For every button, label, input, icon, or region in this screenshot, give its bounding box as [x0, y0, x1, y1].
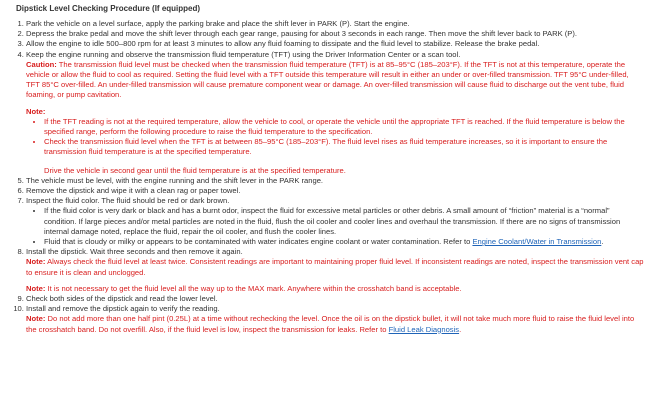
note-drive-instruction: Drive the vehicle in second gear until the fluid temperature is at the specified temperature.	[44, 165, 346, 175]
step-2	[26, 29, 644, 39]
step-10-note-text: Do not add more than one half pint (0.25L) at a time without rechecking the level. Once the oil is on the dipstick bullet, it will not take much more fluid to raise the fluid level into the crosshatch band. Do not overfill. Also, if the fluid level is low, inspect the transmission for leaks. Refer to	[26, 314, 635, 334]
step-10-note-end: .	[459, 324, 462, 334]
step-8-note-1	[26, 257, 644, 277]
fluid-leak-diagnosis-link[interactable]: Fluid Leak Diagnosis	[388, 324, 460, 334]
engine-coolant-water-link[interactable]: Engine Coolant/Water in Transmission	[472, 237, 602, 247]
step-7-bullet-1	[44, 206, 644, 237]
step-5-text: The vehicle must be level, with the engine running and the shift lever in the PARK range.	[26, 175, 324, 185]
step-8-note-1-text: Always check the fluid level at least twice. Consistent readings are important to maintaining proper fluid level. If inconsistent readings are noted, inspect the transmission vent cap to ensure it is clean and unclogged.	[26, 257, 644, 277]
step-1-text: Park the vehicle on a level surface, apply the parking brake and place the shift lever in PARK (P). Start the engine.	[26, 19, 410, 28]
note-bullet-1	[44, 117, 644, 137]
step-8-text: Install the dipstick. Wait three seconds and then remove it again.	[26, 247, 243, 257]
step-5	[26, 176, 644, 186]
caution-label: Caution:	[26, 59, 57, 69]
step-8-note-2	[26, 284, 644, 294]
note-block	[26, 107, 644, 176]
step-6-text: Remove the dipstick and wipe it with a clean rag or paper towel.	[26, 186, 241, 196]
step-9-text: Check both sides of the dipstick and read the lower level.	[26, 294, 218, 304]
step-10-note	[26, 314, 644, 334]
step-8-note-2-text: It is not necessary to get the fluid level all the way up to the MAX mark. Anywhere within the crosshatch band is acceptable.	[45, 283, 462, 293]
step-3-text: Allow the engine to idle 500–800 rpm for at least 3 minutes to allow any fluid foaming to dissipate and the fluid level to stabilize. Release the brake pedal.	[26, 39, 540, 49]
page-title: Dipstick Level Checking Procedure (If equipped)	[16, 4, 201, 13]
caution-block	[26, 60, 644, 101]
step-4	[26, 50, 644, 176]
step-8-note-2-label: Note:	[26, 283, 46, 293]
note-label: Note:	[26, 106, 46, 116]
step-7-bullet-2-text: Fluid that is cloudy or milky or appears to be contaminated with water indicates engine coolant or water contamination. Refer to	[44, 237, 473, 247]
note-bullets	[26, 117, 644, 158]
step-8-note-1-label: Note:	[26, 257, 46, 267]
step-4-text: Keep the engine running and observe the transmission fluid temperature (TFT) using the Driver Information Center or a scan tool.	[26, 49, 461, 59]
step-7-bullets	[26, 206, 644, 247]
step-7-bullet-2-end: .	[601, 237, 604, 247]
step-3	[26, 39, 644, 49]
step-6	[26, 186, 644, 196]
step-10-text: Install and remove the dipstick again to verify the reading.	[26, 304, 220, 314]
step-1	[26, 19, 644, 29]
steps-list	[6, 19, 644, 335]
step-8	[26, 247, 644, 294]
step-7	[26, 196, 644, 247]
note-bullet-1-text: If the TFT reading is not at the required temperature, allow the vehicle to cool, or operate the vehicle until the appropriate TFT is reached. If the fluid temperature is below the specified range, perform the following procedure to raise the fluid temperature to the specification.	[44, 116, 625, 137]
step-7-bullet-2	[44, 237, 644, 247]
note-bullet-2	[44, 137, 644, 157]
step-10-note-label: Note:	[26, 314, 46, 324]
step-7-bullet-1-text: If the fluid color is very dark or black and has a burnt odor, inspect the fluid for excessive metal particles or other debris. A small amount of “friction” material is a “normal” condition. If large pieces and/or metal particles are noted in the fluid, flush the oil cooler and cooler lines and overhaul the transmission. If there are no signs of transmission internal damage noted, replace the fluid, repair the oil cooler, and flush the cooler lines.	[44, 206, 621, 236]
note-bullet-2-text: Check the transmission fluid level when the TFT is at between 85–95°C (185–203°F). The fluid level rises as fluid temperature increases, so it is important to ensure the transmission fluid temperature is at the specified temperature.	[44, 137, 608, 157]
step-7-text: Inspect the fluid color. The fluid should be red or dark brown.	[26, 196, 230, 206]
step-9	[26, 294, 644, 304]
step-2-text: Depress the brake pedal and move the shift lever through each gear range, pausing for about 3 seconds in each range. Then move the shift lever back to PARK (P).	[26, 29, 578, 39]
step-10	[26, 304, 644, 335]
caution-text: The transmission fluid level must be checked when the transmission fluid temperature (TFT) is at 85–95°C (185–203°F). If the TFT is not at this temperature, operate the vehicle or allow the fluid to cool as required. Setting the fluid level with a TFT outside this temperature will result in either an under or over-filled transmission. TFT 95°C under-filled, TFT 85°C over-filled. An under-filled transmission will cause premature component wear or damage. An over-filled transmission will cause fluid to discharge out the vent tube, fluid foaming, or pump cavitation.	[26, 59, 629, 100]
